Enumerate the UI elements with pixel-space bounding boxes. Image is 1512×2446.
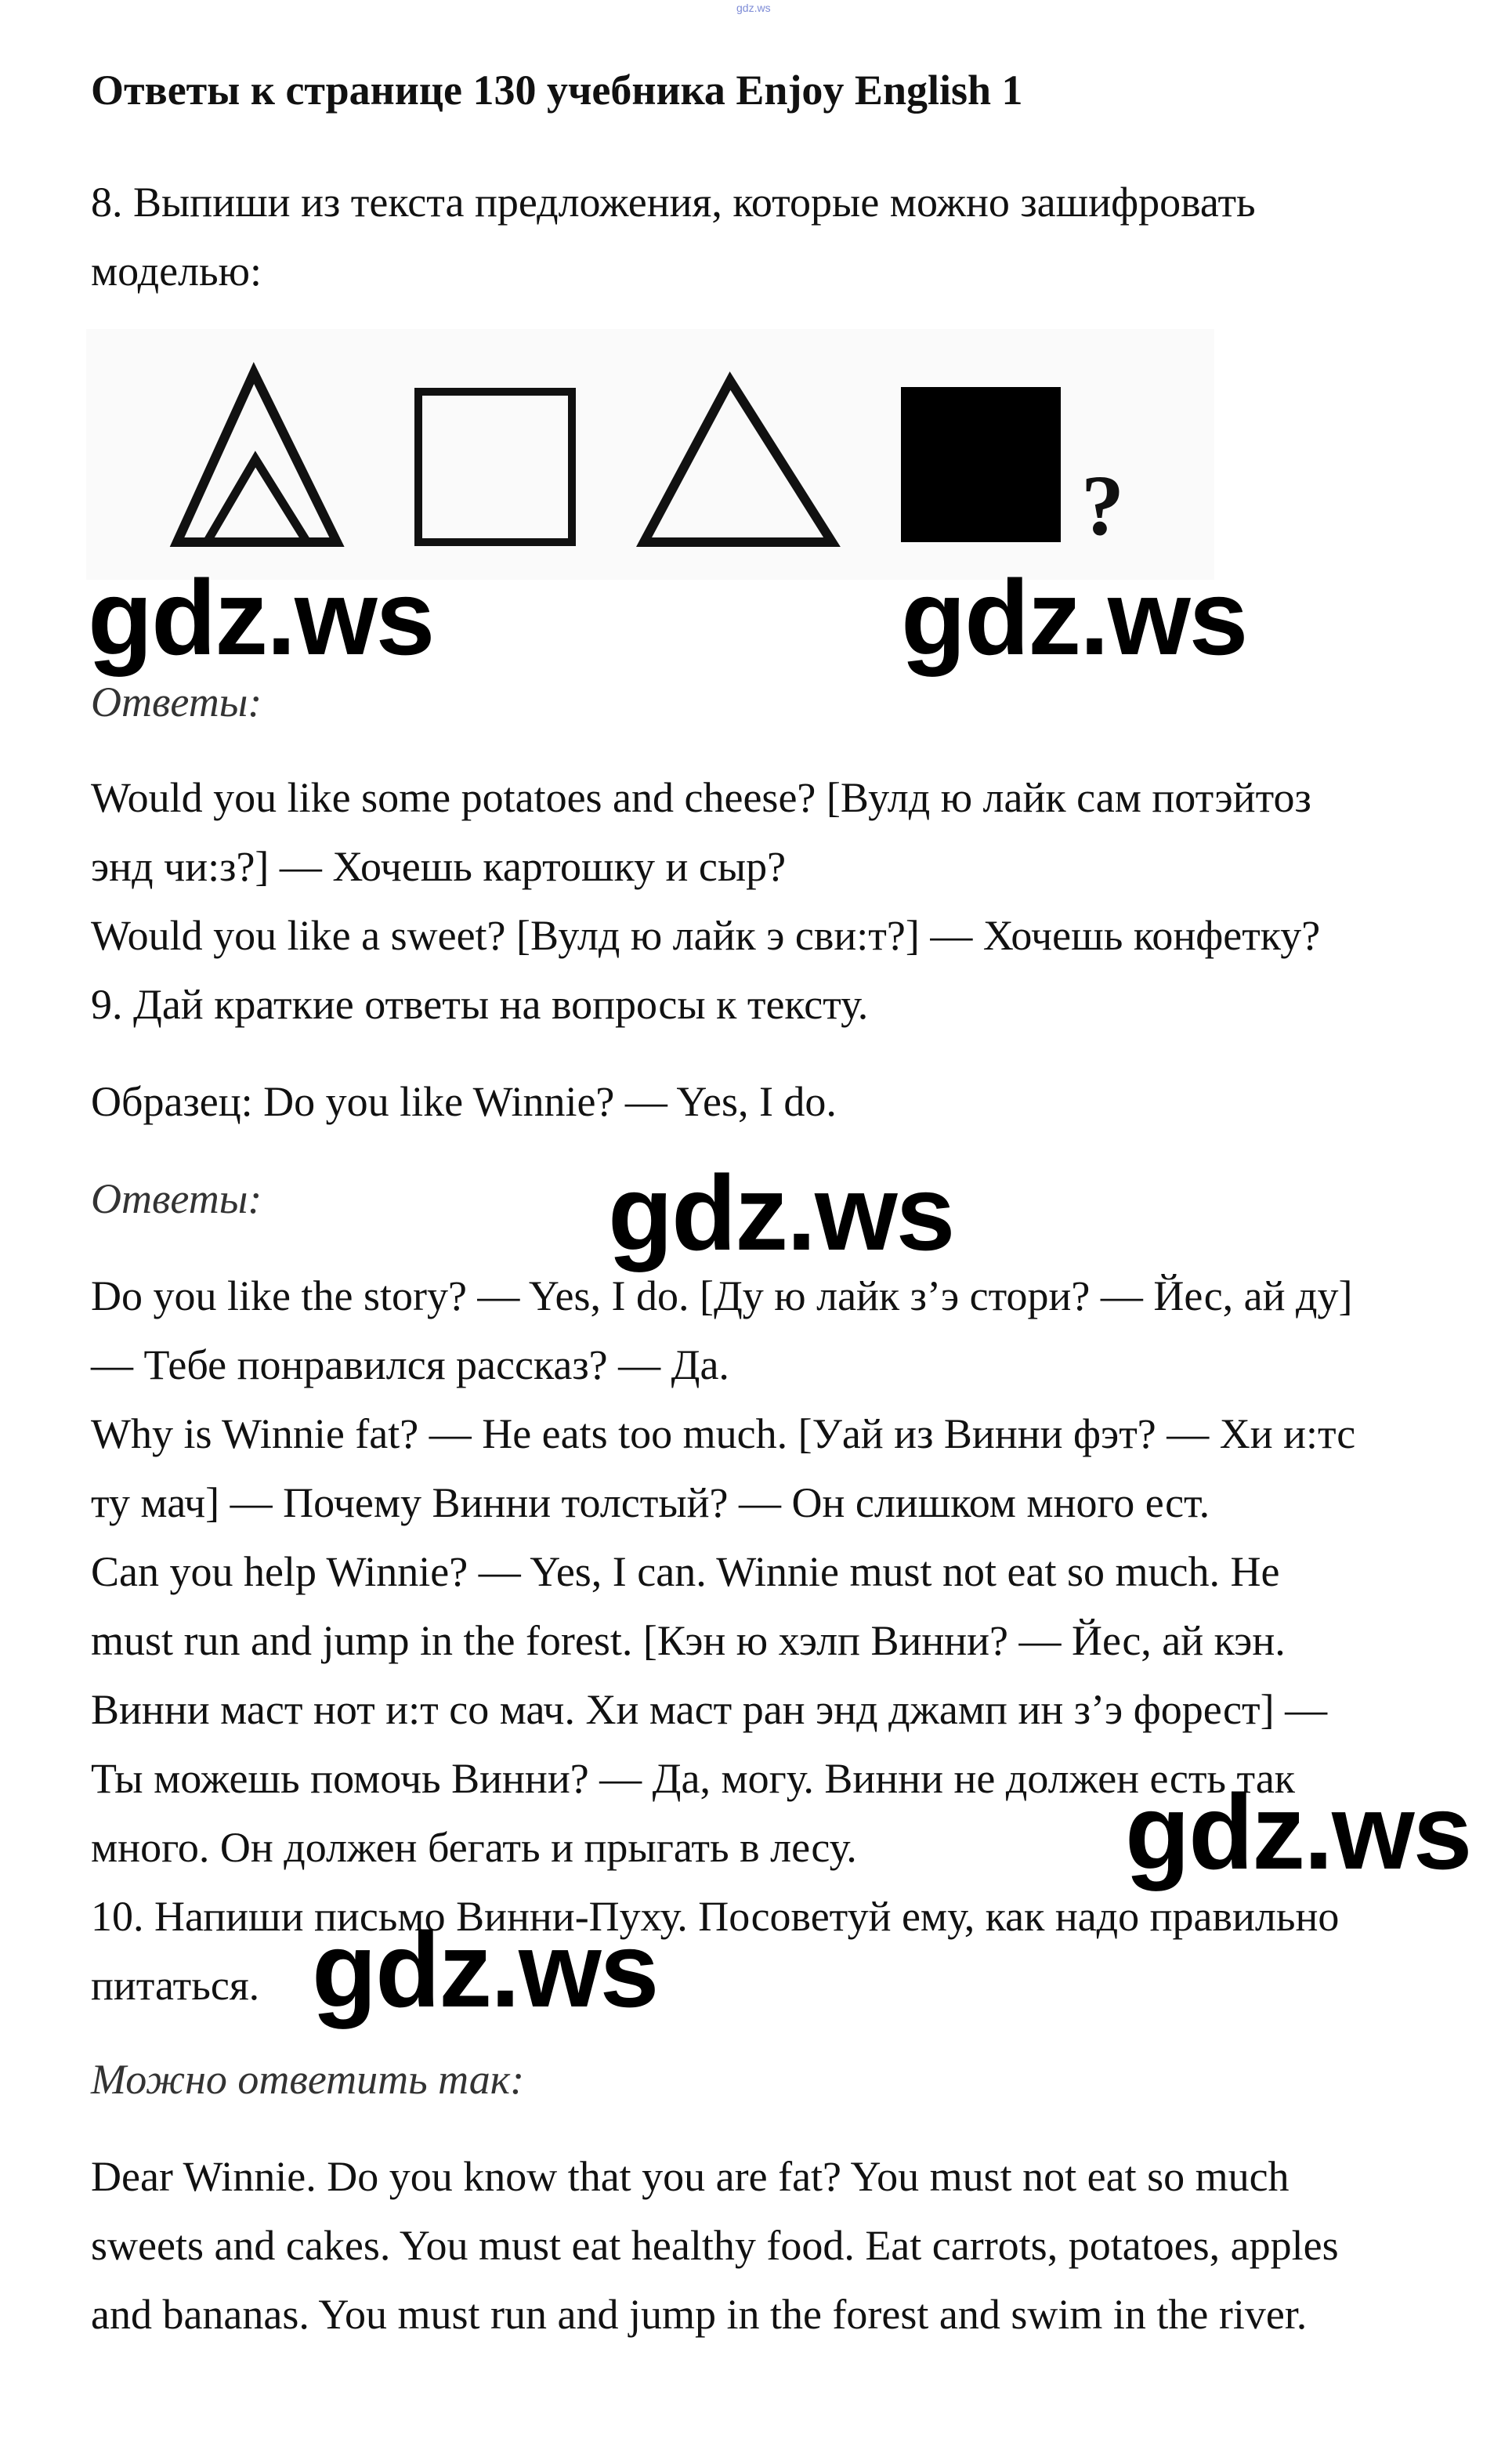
- answer-line: Why is Winnie fat? — He eats too much. [Уай из Винни фэт? — Хи и:тс: [91, 1410, 1356, 1457]
- empty-square-icon: [418, 392, 572, 542]
- answer-line: много. Он должен бегать и прыгать в лесу.: [91, 1824, 857, 1871]
- empty-triangle-icon: [644, 381, 832, 542]
- task-9-text: [91, 970, 1470, 1039]
- watermark: gdz.ws: [88, 558, 434, 677]
- answers-label: Ответы:: [91, 1175, 262, 1222]
- task-10-line: 10. Напиши письмо Винни-Пуху. Посоветуй ему, как надо правильно: [91, 1893, 1340, 1940]
- answer-line: — Тебе понравился рассказ? — Да.: [91, 1341, 729, 1388]
- answer-line: Винни маст нот и:т со мач. Хи маст ран энд джамп ин з’э форест] —: [91, 1686, 1328, 1733]
- task-10-text: [91, 1882, 1470, 2020]
- answers-label: Ответы:: [91, 678, 262, 725]
- answer-line: ту мач] — Почему Винни толстый? — Он слишком много ест.: [91, 1479, 1210, 1526]
- task-10-line: питаться.: [91, 1962, 260, 2009]
- answers-label: Можно ответить так:: [91, 2056, 525, 2103]
- watermark: gdz.ws: [312, 1910, 658, 2029]
- answer-line: Do you like the story? — Yes, I do. [Ду ю лайк з’э стори? — Йес, ай ду]: [91, 1272, 1353, 1319]
- top-watermark: gdz.ws: [736, 2, 771, 14]
- answer-line: Ты можешь помочь Винни? — Да, могу. Винни не должен есть так: [91, 1755, 1296, 1802]
- watermark: gdz.ws: [608, 1153, 954, 1272]
- page-title: Ответы к странице 130 учебника Enjoy English 1: [91, 67, 1023, 114]
- answer-line: энд чи:з?] — Хочешь картошку и сыр?: [91, 843, 787, 890]
- task-8-line: 8. Выпиши из текста предложения, которые можно зашифровать: [91, 179, 1256, 226]
- task-8-answers: [91, 763, 1470, 970]
- answer-line: and bananas. You must run and jump in the forest and swim in the river.: [91, 2291, 1308, 2338]
- sentence-model-figure: [86, 329, 1214, 580]
- answer-line: sweets and cakes. You must eat healthy food. Eat carrots, potatoes, apples: [91, 2222, 1339, 2269]
- task-10-answers: [91, 2142, 1470, 2349]
- answer-line: Would you like a sweet? [Вулд ю лайк э сви:т?] — Хочешь конфетку?: [91, 912, 1321, 959]
- task-9-sample: Образец: Do you like Winnie? — Yes, I do.: [91, 1078, 837, 1125]
- answer-line: Dear Winnie. Do you know that you are fat? You must not eat so much: [91, 2153, 1290, 2200]
- question-mark: ?: [1081, 458, 1124, 553]
- answer-line: Would you like some potatoes and cheese? [Вулд ю лайк сам потэйтоз: [91, 774, 1311, 821]
- task-8-line: моделью:: [91, 248, 262, 295]
- task-9-line: 9. Дай краткие ответы на вопросы к тексту.: [91, 981, 869, 1028]
- watermark: gdz.ws: [901, 558, 1247, 677]
- watermark: gdz.ws: [1125, 1772, 1471, 1891]
- answer-line: Can you help Winnie? — Yes, I can. Winnie must not eat so much. He: [91, 1548, 1280, 1595]
- task-8-text: [91, 168, 1470, 306]
- filled-square-icon: [901, 387, 1061, 542]
- answer-line: must run and jump in the forest. [Кэн ю хэлп Винни? — Йес, ай кэн.: [91, 1617, 1286, 1664]
- triangle-in-triangle-icon: [177, 373, 337, 542]
